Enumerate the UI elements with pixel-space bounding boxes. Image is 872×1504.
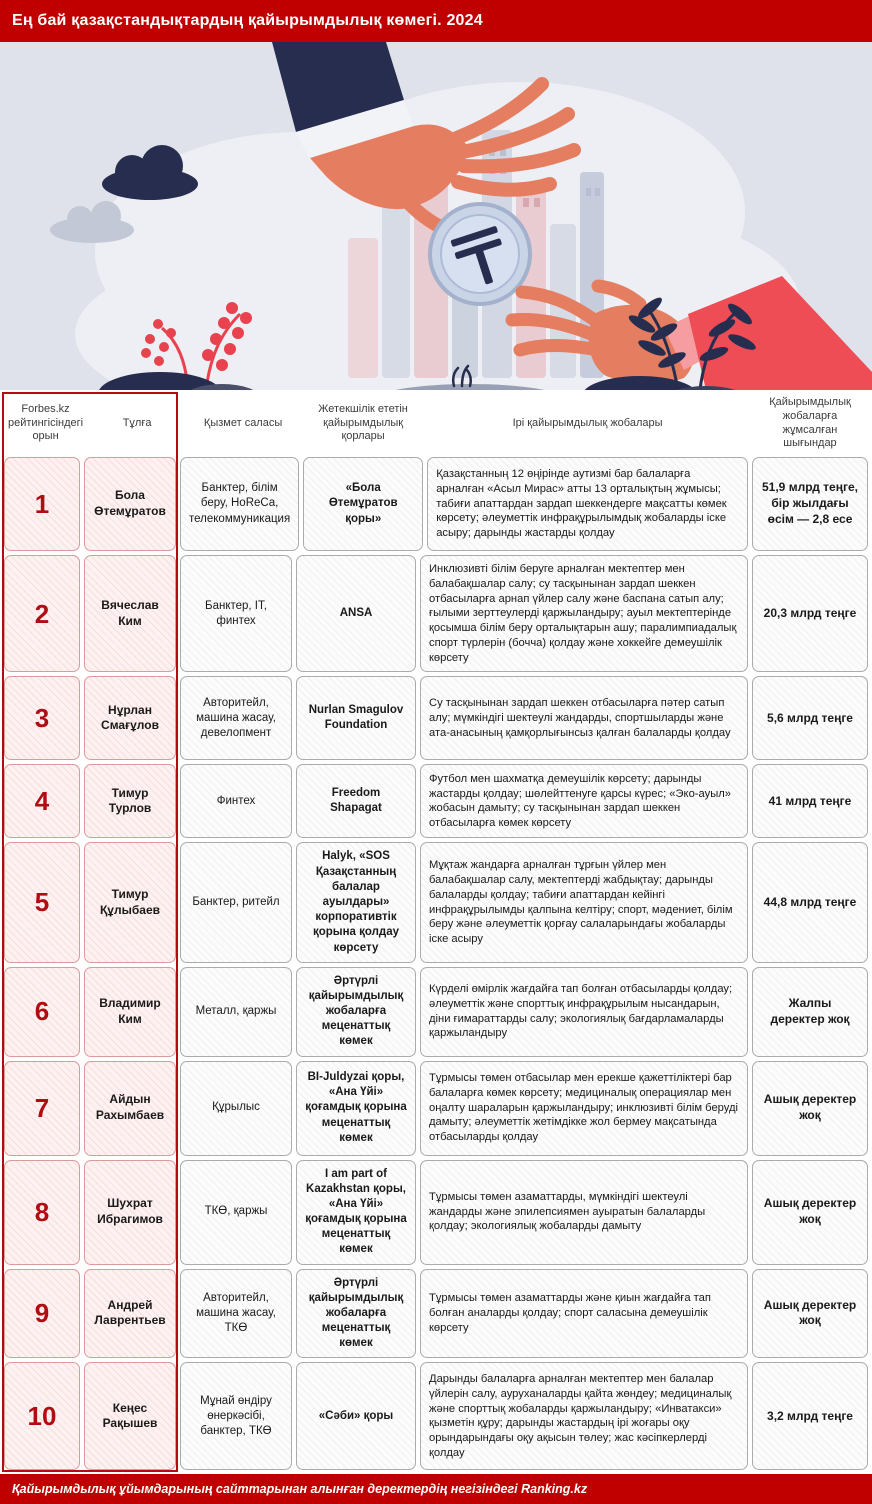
column-header-field: Қызмет саласы <box>203 416 283 429</box>
fund-cell: ANSA <box>296 555 416 672</box>
table-row <box>2 840 870 964</box>
page-title: Ең бай қазақстандықтардың қайырымдылық көмегі. 2024 <box>12 12 483 29</box>
projects-cell: Инклюзивті білім беруге арналған мектептер мен балабақшалар салу; су тасқынынан зардап шеккен отбасыларға арнап үйлер салу және баспана сатып алу; ғылыми зерттеулерді қаржыландыру; ауыл мектептерінде қосымша білім беру орталықтарын ашу; паралимпиадалық спорт түрлерін (бочча) қолдау және хоккейге демеушілік көрсету <box>420 555 748 672</box>
column-header-rank: Forbes.kz рейтингісіндегі орын <box>8 402 84 443</box>
spending-cell: Ашық деректер жоқ <box>752 1160 868 1265</box>
table-body <box>2 455 870 1472</box>
rank-cell <box>4 1061 80 1156</box>
rank-cell <box>4 555 80 672</box>
person-cell: Нұрлан Смағұлов <box>84 676 176 760</box>
spending-cell: Ашық деректер жоқ <box>752 1269 868 1359</box>
rank-cell <box>4 676 80 760</box>
rank-number: 1 <box>34 488 50 519</box>
fund-cell: Halyk, «SOS Қазақстанның балалар ауылдары» корпоративтік қорына қолдау көрсету <box>296 842 416 962</box>
person-cell: Андрей Лаврентьев <box>84 1269 176 1359</box>
person-cell: Владимир Ким <box>84 967 176 1057</box>
rank-cell <box>4 764 80 838</box>
table-row <box>2 1267 870 1361</box>
field-cell: Банктер, білім беру, HoReCa, телекоммуникация <box>180 457 299 551</box>
spending-cell: Жалпы деректер жоқ <box>752 967 868 1057</box>
rank-cell <box>4 1362 80 1470</box>
field-cell: Финтех <box>180 764 292 838</box>
projects-cell: Су тасқынынан зардап шеккен отбасыларға пәтер сатып алу; мүмкіндігі шектеулі жандарды, спортшыларды және ата-анасының қамқорлығынсыз қалған балаларды қолдау <box>420 676 748 760</box>
projects-cell: Қазақстанның 12 өңірінде аутизмі бар балаларға арналған «Асыл Мирас» атты 13 орталықтың жұмысы; табиғи апаттардан зардап шеккендерге мақсатты көмек көрсету; әлеуметтік инфрақұрылымдық жобаларды іске асыру; дарынды жастарды қолдау <box>427 457 748 551</box>
field-cell: Авторитейл, машина жасау, девелопмент <box>180 676 292 760</box>
table-row <box>2 455 870 553</box>
column-header-person: Тұлға <box>122 416 152 429</box>
spending-cell: 20,3 млрд теңге <box>752 555 868 672</box>
spending-cell: Ашық деректер жоқ <box>752 1061 868 1156</box>
table-row <box>2 1059 870 1158</box>
projects-cell: Күрделі өмірлік жағдайға тап болған отбасыларды қолдау; әлеуметтік және спорттық инфрақұрылым нысандарын, діни ғимараттарды салу; экологиялық бағдарламаларды қаржыландыру <box>420 967 748 1057</box>
rank-cell <box>4 1160 80 1265</box>
rank-number: 8 <box>34 1196 50 1227</box>
rank-number: 10 <box>27 1401 57 1432</box>
table-row <box>2 1360 870 1472</box>
spending-cell: 5,6 млрд теңге <box>752 676 868 760</box>
rank-number: 6 <box>34 996 50 1027</box>
table-row <box>2 762 870 840</box>
person-cell: Тимур Турлов <box>84 764 176 838</box>
projects-cell: Тұрмысы төмен азаматтарды, мүмкіндігі шектеулі жандарды және эпилепсиямен ауыратын балаларды қолдау; экологиялық жобаларды дамыту <box>420 1160 748 1265</box>
field-cell: Металл, қаржы <box>180 967 292 1057</box>
person-cell: Кеңес Рақышев <box>84 1362 176 1470</box>
table-row <box>2 965 870 1059</box>
person-cell: Шухрат Ибрагимов <box>84 1160 176 1265</box>
rank-cell <box>4 457 80 551</box>
source-note: Қайырымдылық ұйымдарының сайттарынан алынған деректердің негізіндегі Ranking.kz <box>12 1482 588 1497</box>
field-cell: Құрылыс <box>180 1061 292 1156</box>
field-cell: Банктер, ритейл <box>180 842 292 962</box>
person-cell: Айдын Рахымбаев <box>84 1061 176 1156</box>
ranking-table <box>0 390 872 1474</box>
person-cell: Вячеслав Ким <box>84 555 176 672</box>
projects-cell: Дарынды балаларға арналған мектептер мен балалар үйлерін салу, ауруханаларды қайта жөндеу; медициналық және спорттық жобаларды қаржыландыру; «Инватакси» қызметін құру; дарынды жастардың ірі жоғары оқу орындарындағы оқу ақысын төлеу; жас кәсіпкерлерді қолдау <box>420 1362 748 1470</box>
column-header-fund: Жетекшілік ететін қайырымдылық қорлары <box>318 402 408 443</box>
column-header-spending: Қайырымдылық жобаларға жұмсалған шығындар <box>769 396 851 450</box>
field-cell: ТКӨ, қаржы <box>180 1160 292 1265</box>
spending-cell: 51,9 млрд теңге, бір жылдағы өсім — 2,8 есе <box>752 457 868 551</box>
column-header-projects: Ірі қайырымдылық жобалары <box>512 416 663 429</box>
spending-cell: 41 млрд теңге <box>752 764 868 838</box>
rank-cell <box>4 967 80 1057</box>
spending-cell: 3,2 млрд теңге <box>752 1362 868 1470</box>
rank-number: 9 <box>34 1298 50 1329</box>
fund-cell: «Сәби» қоры <box>296 1362 416 1470</box>
tenge-coin-icon <box>430 204 530 304</box>
person-cell: Тимур Құлыбаев <box>84 842 176 962</box>
field-cell: Банктер, IT, финтех <box>180 555 292 672</box>
fund-cell: Әртүрлі қайырымдылық жобаларға меценаттық көмек <box>296 1269 416 1359</box>
header-bar <box>0 0 872 42</box>
field-cell: Мұнай өндіру өнеркәсібі, банктер, ТКӨ <box>180 1362 292 1470</box>
rank-number: 3 <box>34 703 50 734</box>
rank-number: 2 <box>34 598 50 629</box>
projects-cell: Мұқтаж жандарға арналған тұрғын үйлер мен балабақшалар салу, мектептерді жабдықтау; дарынды балаларды қолдау; табиғи апаттардан кейінгі инфрақұрылымды қалпына келтіру; спорт, мәдениет, білім беру және әлеуметтік қорғау салаларындағы жобаларды іске асыру <box>420 842 748 962</box>
projects-cell: Тұрмысы төмен отбасылар мен ерекше қажеттіліктері бар балаларға көмек көрсету; медициналық операциялар мен оңалту шараларын қаржыландыру; инклюзивті білім беруді дамыту; әлеуметтік жетімдікке жол бермеу мақсатында отбасыларды қолдау <box>420 1061 748 1156</box>
illustration <box>0 42 872 390</box>
fund-cell: Nurlan Smagulov Foundation <box>296 676 416 760</box>
table-header-row <box>2 392 870 455</box>
projects-cell: Футбол мен шахматқа демеушілік көрсету; дарынды жастарды қолдау; шөлейттенуге қарсы күрес; «Эко-ауыл» жобасын дамыту; су тасқынынан зардап шеккен отбасыларға көмек көрсету <box>420 764 748 838</box>
person-cell: Бола Өтемұратов <box>84 457 176 551</box>
rank-cell <box>4 1269 80 1359</box>
fund-cell: BI-Juldyzai қоры, «Ана Үйі» қоғамдық қорына меценаттық көмек <box>296 1061 416 1156</box>
table-row <box>2 1158 870 1267</box>
rank-number: 7 <box>34 1092 50 1123</box>
fund-cell: I am part of Kazakhstan қоры, «Ана Үйі» қоғамдық қорына меценаттық көмек <box>296 1160 416 1265</box>
fund-cell: Әртүрлі қайырымдылық жобаларға меценаттық көмек <box>296 967 416 1057</box>
projects-cell: Тұрмысы төмен азаматтарды және қиын жағдайға тап болған аналарды қолдау; спорт саласына демеушілік көрсету <box>420 1269 748 1359</box>
footer-bar <box>0 1474 872 1504</box>
fund-cell: Freedom Shapagat <box>296 764 416 838</box>
spending-cell: 44,8 млрд теңге <box>752 842 868 962</box>
table-row <box>2 553 870 674</box>
fund-cell: «Бола Өтемұратов қоры» <box>303 457 423 551</box>
table-row <box>2 674 870 762</box>
rank-number: 4 <box>34 786 50 817</box>
field-cell: Авторитейл, машина жасау, ТКӨ <box>180 1269 292 1359</box>
rank-cell <box>4 842 80 962</box>
rank-number: 5 <box>34 887 50 918</box>
charity-illustration <box>0 42 872 390</box>
